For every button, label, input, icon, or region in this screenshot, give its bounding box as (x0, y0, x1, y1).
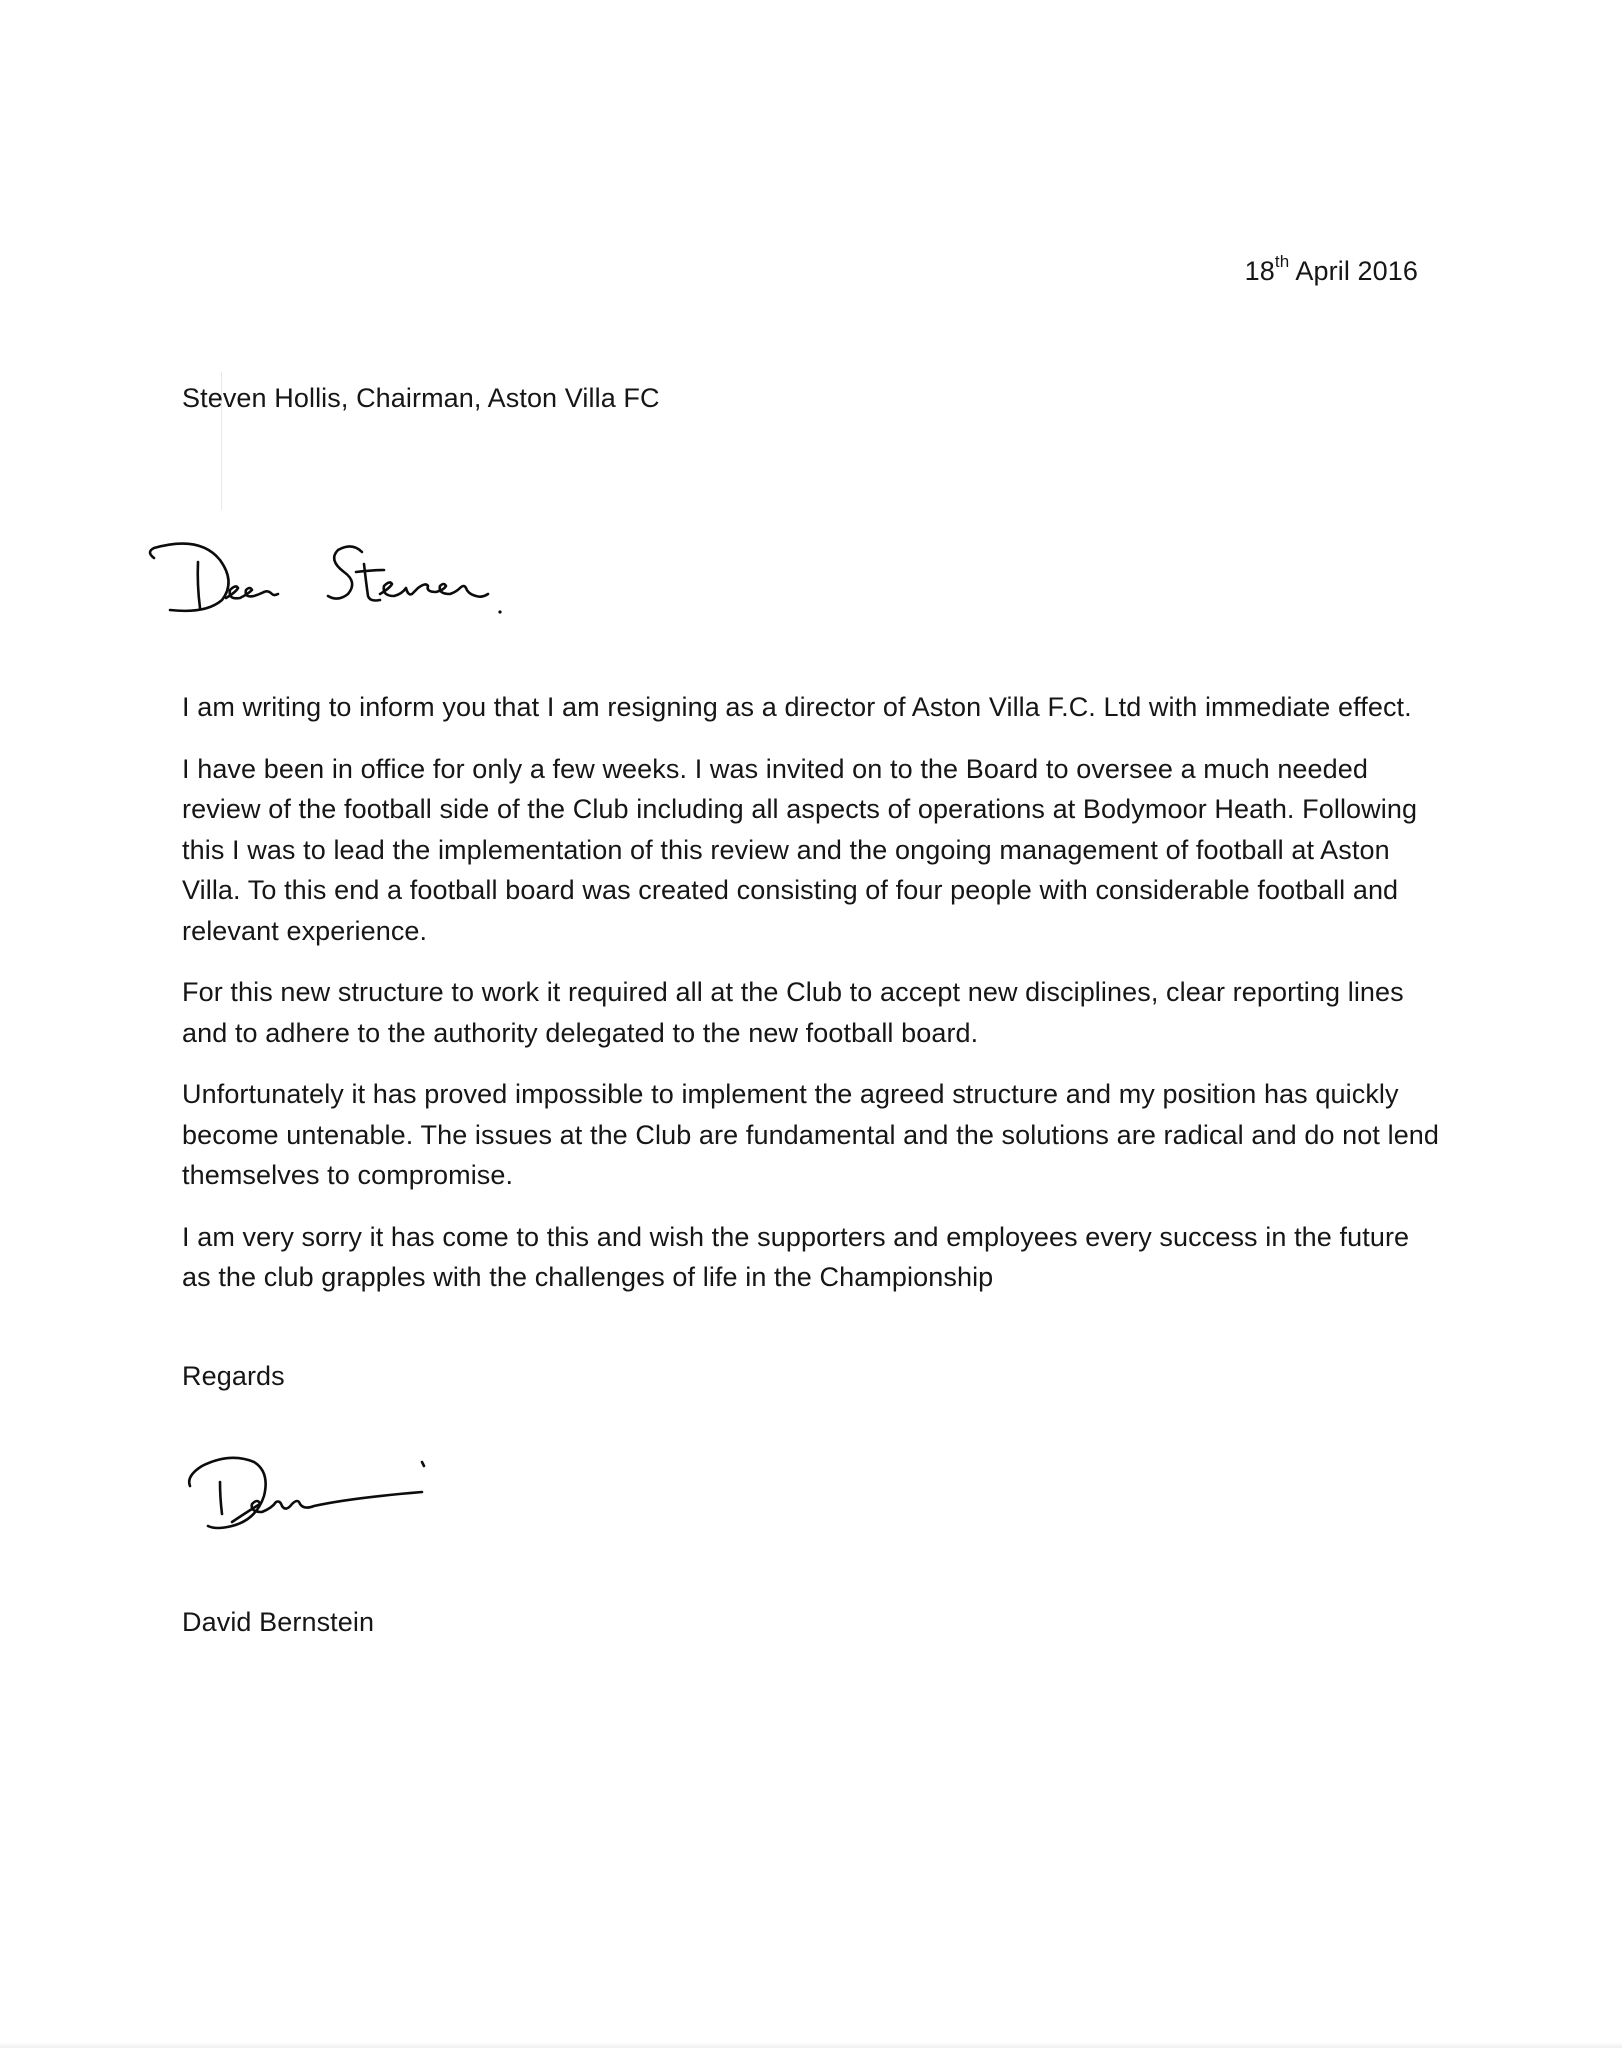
handwritten-salutation (140, 530, 540, 630)
date-day: 18 (1244, 256, 1275, 286)
letter-body (182, 687, 1442, 1319)
handwritten-signature (180, 1440, 450, 1555)
body-paragraph-5: I am very sorry it has come to this and wish the supporters and employees every success in the future as the club grapples with the challenges of life in the Championship (182, 1221, 1410, 1292)
body-paragraph-3: For this new structure to work it required all at the Club to accept new disciplines, clear reporting lines and to adhere to the authority delegated to the new football board. (182, 977, 1404, 1048)
date-day-suffix: th (1274, 252, 1290, 271)
date-month-year: April 2016 (1289, 256, 1418, 286)
letter-date (1245, 251, 1418, 292)
body-paragraph-4: Unfortunately it has proved impossible to implement the agreed structure and my position has quickly become untenable. The issues at the Club are fundamental and the solutions are radical and do not lend themselves to compromise. (182, 1079, 1440, 1190)
body-paragraph-1: I am writing to inform you that I am resigning as a director of Aston Villa F.C. Ltd with immediate effect. (182, 692, 1412, 722)
closing-regards: Regards (182, 1361, 285, 1391)
signer-name: David Bernstein (182, 1607, 375, 1637)
scan-bottom-edge (0, 2042, 1622, 2048)
recipient-line: Steven Hollis, Chairman, Aston Villa FC (182, 383, 660, 413)
body-paragraph-2: I have been in office for only a few weeks. I was invited on to the Board to oversee a much needed review of the football side of the Club including all aspects of operations at Bodymoor Heath. Following this I was to lead the implementation of this review and the ongoing management of football at Aston Villa. To this end a football board was created consisting of four people with considerable football and relevant experience. (182, 753, 1418, 946)
